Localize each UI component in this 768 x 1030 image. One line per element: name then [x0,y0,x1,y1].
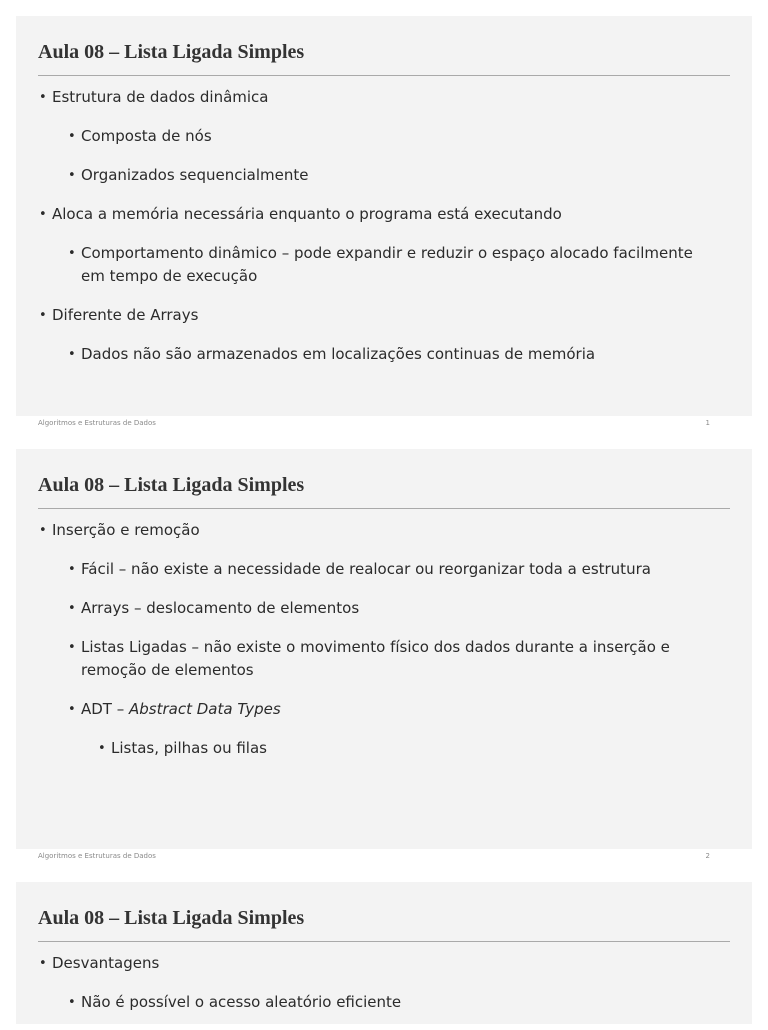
bullet-item: • Inserção e remoção [38,519,718,542]
footer-label: Algoritmos e Estruturas de Dados [38,419,156,427]
bullet-item: • Listas Ligadas – não existe o movimento físico dos dados durante a inserção e remoção de elementos [38,636,718,682]
bullet-item: • Organizados sequencialmente [38,164,718,187]
bullet-item: • Comportamento dinâmico – pode expandir e reduzir o espaço alocado facilmente em tempo de execução [38,242,718,288]
bullet-item: • Estrutura de dados dinâmica [38,86,718,109]
bullet-item: • Dados não são armazenados em localizações continuas de memória [38,343,718,366]
bullet-item: • Listas, pilhas ou filas [38,737,718,760]
footer-label: Algoritmos e Estruturas de Dados [38,852,156,860]
bullet-item [38,698,718,721]
bullet-item: • Composta de nós [38,125,718,148]
slide-title: Aula 08 – Lista Ligada Simples [38,41,305,63]
bullet-item: • Arrays – deslocamento de elementos [38,597,718,620]
bullet-list [38,952,718,1030]
bullet-item: • Desvantagens [38,952,718,975]
bullet-list [38,519,718,776]
bullet-item: • Aloca a memória necessária enquanto o programa está executando [38,203,718,226]
bullet-item: • Fácil – não existe a necessidade de realocar ou reorganizar toda a estrutura [38,558,718,581]
title-divider [38,508,730,509]
bullet-emphasis: Abstract Data Types [129,700,281,718]
page-number: 2 [705,852,710,860]
title-divider [38,941,730,942]
title-divider [38,75,730,76]
page-number: 1 [705,419,710,427]
slide-title: Aula 08 – Lista Ligada Simples [38,907,305,929]
bullet-item: • Diferente de Arrays [38,304,718,327]
bullet-list [38,86,718,382]
slide-1 [16,16,752,416]
slide-2 [16,449,752,849]
slide-title: Aula 08 – Lista Ligada Simples [38,474,305,496]
bullet-text: ADT – [81,700,130,718]
slide-3 [16,882,752,1024]
bullet-item: • Não é possível o acesso aleatório eficiente [38,991,718,1014]
